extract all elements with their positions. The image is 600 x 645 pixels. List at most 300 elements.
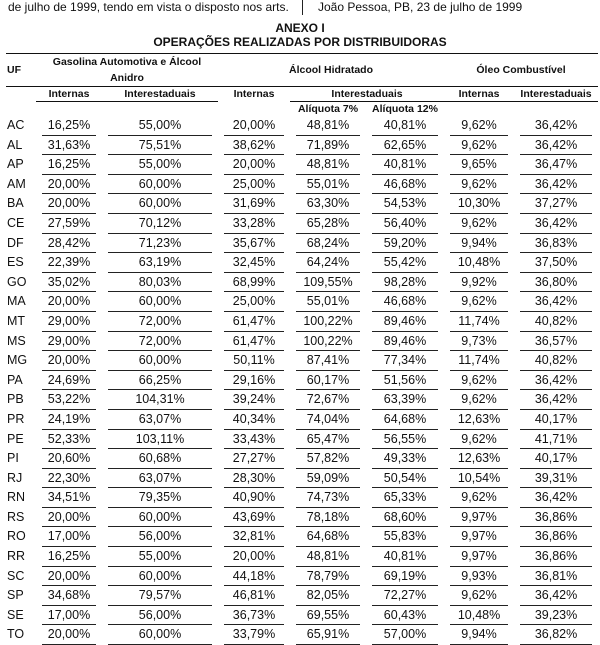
cell-oleo-interestaduais [514,175,598,195]
cell-alc-aliquota-7 [290,567,366,587]
cell-value: RO [7,529,26,544]
table-row [6,253,598,273]
cell-value: 10,48% [457,255,501,270]
cell-value: 60,00% [138,176,182,191]
cell-alc-aliquota-7 [290,194,366,214]
table-row [6,606,598,626]
cell-value: 36,42% [534,392,578,407]
cell-value: 52,33% [47,431,91,446]
cell-value: 9,62% [461,176,497,191]
cell-oleo-interestaduais [514,155,598,175]
cell-value: 63,39% [383,392,427,407]
cell-alc-aliquota-12 [366,469,444,489]
cell-value: 31,63% [47,137,91,152]
cell-value: 63,30% [306,196,350,211]
cell-value: 40,81% [383,157,427,172]
annex-subtitle: OPERAÇÕES REALIZADAS POR DISTRIBUIDORAS [153,35,447,49]
cell-gas-internas [36,449,102,469]
cell-oleo-internas [444,508,514,528]
cell-value: 22,30% [47,470,91,485]
oleo-internas-header: Internas [444,87,514,102]
cell-value: 36,42% [534,588,578,603]
cell-value: 39,24% [232,392,276,407]
cell-value: 55,42% [383,255,427,270]
cell-value: AL [7,137,23,152]
cell-value: PB [7,392,24,407]
cell-oleo-interestaduais [514,332,598,352]
gas-internas-header: Internas [36,87,102,102]
cell-alc-aliquota-12 [366,116,444,136]
table-row [6,234,598,254]
cell-value: 60,00% [138,294,182,309]
cell-alc-aliquota-12 [366,234,444,254]
cell-value: RJ [7,470,23,485]
cell-value: 9,94% [461,627,497,642]
cell-alc-aliquota-7 [290,469,366,489]
cell-oleo-internas [444,371,514,391]
cell-value: 37,50% [534,255,578,270]
cell-oleo-interestaduais [514,253,598,273]
cell-value: 50,54% [383,470,427,485]
cell-oleo-interestaduais [514,547,598,567]
cell-oleo-internas [444,273,514,293]
cell-value: PA [7,372,23,387]
cell-alc-aliquota-7 [290,547,366,567]
cell-oleo-internas [444,175,514,195]
cell-alc-aliquota-12 [366,547,444,567]
cell-alc-aliquota-12 [366,508,444,528]
cell-value: 33,28% [232,215,276,230]
cell-oleo-internas [444,214,514,234]
cell-gas-internas [36,136,102,156]
cell-gas-internas [36,586,102,606]
cell-value: 71,89% [306,137,350,152]
rates-table [6,53,598,645]
cell-value: 70,12% [138,215,182,230]
table-row [6,136,598,156]
table-row [6,351,598,371]
cell-value: 65,91% [306,627,350,642]
cell-uf [6,116,36,136]
cell-value: 28,42% [47,235,91,250]
cell-value: 78,18% [306,509,350,524]
cell-uf [6,508,36,528]
cell-value: MT [7,313,26,328]
cell-uf [6,292,36,312]
cell-value: 34,51% [47,490,91,505]
cell-alc-aliquota-12 [366,625,444,645]
cell-uf [6,410,36,430]
cell-gas-internas [36,547,102,567]
cell-value: 65,28% [306,215,350,230]
cell-gas-interestaduais [102,449,218,469]
cell-oleo-interestaduais [514,390,598,410]
cell-value: 40,17% [534,451,578,466]
cell-gas-interestaduais [102,508,218,528]
cell-value: PR [7,411,25,426]
cell-value: 100,22% [303,333,353,348]
cell-alc-internas [218,351,290,371]
cell-value: 63,19% [138,255,182,270]
cell-value: 59,20% [383,235,427,250]
cell-alc-internas [218,292,290,312]
cell-value: 20,00% [47,294,91,309]
cell-value: 62,65% [383,137,427,152]
cell-value: RN [7,490,26,505]
cell-value: 68,99% [232,274,276,289]
cell-oleo-internas [444,606,514,626]
cell-value: 55,00% [138,118,182,132]
cell-value: 68,60% [383,509,427,524]
cell-oleo-internas [444,430,514,450]
cell-oleo-internas [444,234,514,254]
cell-gas-internas [36,332,102,352]
cell-gas-interestaduais [102,214,218,234]
cell-value: SE [7,607,24,622]
table-header-sub [6,87,598,102]
cell-oleo-internas [444,488,514,508]
cell-uf [6,586,36,606]
cell-value: ES [7,255,24,270]
cell-value: 63,07% [138,411,182,426]
cell-value: 9,65% [461,157,497,172]
cell-gas-internas [36,469,102,489]
cell-uf [6,253,36,273]
cell-value: 40,17% [534,411,578,426]
cell-value: 72,00% [138,333,182,348]
cell-value: MG [7,353,28,368]
cell-value: 10,30% [457,196,501,211]
cell-alc-aliquota-12 [366,155,444,175]
annex-title: ANEXO I [275,21,325,35]
cell-alc-internas [218,469,290,489]
cell-value: 56,40% [383,215,427,230]
cell-uf [6,194,36,214]
cell-alc-aliquota-7 [290,488,366,508]
cell-value: 37,27% [534,196,578,211]
cell-value: 9,93% [461,568,497,583]
cell-alc-internas [218,116,290,136]
cell-gas-internas [36,116,102,136]
cell-gas-internas [36,371,102,391]
cell-alc-aliquota-12 [366,136,444,156]
cell-gas-internas [36,253,102,273]
cell-value: 36,86% [534,509,578,524]
cell-value: 75,51% [138,137,182,152]
page-header-line [0,0,600,14]
table-header-groups [6,54,598,87]
cell-value: 16,25% [47,157,91,172]
cell-oleo-interestaduais [514,194,598,214]
cell-value: 9,92% [461,274,497,289]
cell-value: 11,74% [458,353,500,368]
cell-value: 36,42% [534,294,578,309]
cell-value: 80,03% [138,274,182,289]
cell-value: 12,63% [457,451,501,466]
cell-oleo-internas [444,625,514,645]
cell-alc-internas [218,586,290,606]
cell-value: 46,68% [383,294,427,309]
cell-alc-aliquota-12 [366,371,444,391]
cell-oleo-interestaduais [514,273,598,293]
cell-value: 56,00% [138,529,182,544]
cell-uf [6,469,36,489]
cell-value: 60,00% [138,627,182,642]
cell-value: 89,46% [383,333,427,348]
cell-alc-aliquota-7 [290,430,366,450]
cell-gas-interestaduais [102,488,218,508]
cell-value: 55,00% [138,549,182,564]
cell-alc-aliquota-12 [366,214,444,234]
cell-gas-interestaduais [102,586,218,606]
cell-gas-internas [36,390,102,410]
cell-gas-internas [36,508,102,528]
cell-value: 17,00% [47,607,91,622]
cell-alc-internas [218,332,290,352]
cell-gas-internas [36,430,102,450]
table-row [6,449,598,469]
cell-uf [6,136,36,156]
cell-value: 9,62% [461,294,497,309]
cell-alc-internas [218,410,290,430]
table-body [6,116,598,645]
table-row [6,508,598,528]
cell-alc-internas [218,253,290,273]
cell-value: 32,45% [232,255,276,270]
alc-internas-header: Internas [233,88,275,101]
cell-value: 82,05% [306,588,350,603]
cell-value: 20,00% [47,627,91,642]
cell-value: 87,41% [306,353,350,368]
cell-gas-interestaduais [102,234,218,254]
cell-value: 36,47% [534,157,578,172]
cell-value: CE [7,215,25,230]
cell-value: 71,23% [138,235,182,250]
aliquota-12-header: Alíquota 12% [372,103,438,115]
cell-oleo-interestaduais [514,508,598,528]
table-row [6,390,598,410]
cell-value: 60,43% [383,607,427,622]
table-row [6,292,598,312]
cell-gas-interestaduais [102,292,218,312]
cell-alc-internas [218,625,290,645]
cell-value: 69,19% [383,568,427,583]
cell-value: 72,67% [306,392,350,407]
cell-value: 29,00% [47,333,91,348]
cell-value: 33,43% [232,431,276,446]
cell-value: 9,73% [461,333,497,348]
cell-gas-interestaduais [102,430,218,450]
cell-oleo-internas [444,351,514,371]
cell-value: 25,00% [232,176,276,191]
table-row [6,116,598,136]
cell-alc-aliquota-7 [290,155,366,175]
cell-value: 9,97% [461,509,497,524]
cell-uf [6,430,36,450]
cell-alc-aliquota-7 [290,625,366,645]
cell-uf [6,567,36,587]
cell-value: AC [7,118,25,132]
cell-oleo-internas [444,527,514,547]
cell-value: 56,55% [383,431,427,446]
cell-gas-interestaduais [102,547,218,567]
cell-value: 79,57% [138,588,182,603]
cell-uf [6,351,36,371]
cell-value: 35,02% [47,274,91,289]
cell-value: 48,81% [306,118,350,132]
cell-value: 56,00% [138,607,182,622]
cell-alc-aliquota-12 [366,410,444,430]
cell-oleo-internas [444,292,514,312]
cell-value: 16,25% [47,549,91,564]
header-right-text: João Pessoa, PB, 23 de julho de 1999 [318,0,523,14]
cell-value: 44,18% [232,568,276,583]
cell-value: 17,00% [47,529,91,544]
cell-alc-aliquota-12 [366,527,444,547]
cell-value: 53,22% [47,392,91,407]
cell-value: 64,68% [306,529,350,544]
cell-value: 9,62% [461,490,497,505]
cell-value: 57,82% [306,451,350,466]
cell-value: 9,62% [461,392,497,407]
cell-value: 104,31% [135,392,185,407]
cell-uf [6,527,36,547]
cell-value: DF [7,235,24,250]
cell-value: 12,63% [457,411,501,426]
cell-value: 89,46% [383,313,427,328]
cell-alc-internas [218,527,290,547]
cell-value: 72,27% [383,588,427,603]
table-row [6,312,598,332]
cell-oleo-interestaduais [514,292,598,312]
cell-value: 55,83% [383,529,427,544]
cell-value: 20,00% [232,118,276,132]
cell-value: 46,81% [232,588,276,603]
cell-oleo-interestaduais [514,430,598,450]
header-left-text: de julho de 1999, tendo em vista o disposto nos arts. [8,0,289,14]
cell-gas-interestaduais [102,155,218,175]
cell-value: 10,48% [457,607,501,622]
cell-alc-aliquota-7 [290,312,366,332]
cell-gas-internas [36,273,102,293]
cell-alc-internas [218,606,290,626]
cell-value: 69,55% [306,607,350,622]
header-divider [302,0,303,15]
cell-value: 36,86% [534,549,578,564]
cell-oleo-internas [444,116,514,136]
cell-oleo-interestaduais [514,469,598,489]
cell-alc-aliquota-7 [290,214,366,234]
cell-oleo-interestaduais [514,351,598,371]
cell-value: 24,19% [47,411,91,426]
cell-value: 49,33% [383,451,427,466]
cell-alc-aliquota-7 [290,116,366,136]
uf-header: UF [6,54,36,87]
cell-oleo-interestaduais [514,488,598,508]
aliquota-7-header: Alíquota 7% [297,103,359,115]
table-row [6,469,598,489]
cell-value: 61,47% [232,333,276,348]
cell-value: 9,62% [461,372,497,387]
cell-value: 24,69% [47,372,91,387]
cell-value: 60,00% [138,196,182,211]
cell-value: AP [7,157,24,172]
cell-uf [6,234,36,254]
cell-alc-aliquota-7 [290,410,366,430]
cell-gas-interestaduais [102,390,218,410]
cell-oleo-interestaduais [514,312,598,332]
table-row [6,430,598,450]
cell-gas-internas [36,312,102,332]
cell-oleo-internas [444,449,514,469]
cell-alc-aliquota-12 [366,430,444,450]
cell-value: 40,81% [383,118,427,132]
cell-alc-aliquota-12 [366,194,444,214]
cell-value: 40,82% [534,313,578,328]
gas-interestaduais-header: Interestaduais [102,87,218,102]
cell-value: 10,54% [457,470,501,485]
cell-oleo-internas [444,155,514,175]
cell-alc-internas [218,567,290,587]
cell-alc-internas [218,214,290,234]
cell-gas-interestaduais [102,351,218,371]
cell-value: 29,00% [47,313,91,328]
cell-alc-internas [218,312,290,332]
cell-gas-interestaduais [102,175,218,195]
cell-oleo-internas [444,312,514,332]
cell-alc-aliquota-7 [290,586,366,606]
cell-value: 103,11% [135,431,185,446]
cell-value: 59,09% [306,470,350,485]
cell-alc-internas [218,155,290,175]
cell-value: 9,97% [461,529,497,544]
cell-gas-internas [36,234,102,254]
cell-gas-interestaduais [102,527,218,547]
cell-gas-interestaduais [102,136,218,156]
cell-alc-aliquota-7 [290,292,366,312]
group-alcool-header: Álcool Hidratado [218,54,444,87]
cell-alc-internas [218,371,290,391]
cell-gas-internas [36,625,102,645]
cell-gas-interestaduais [102,253,218,273]
table-row [6,625,598,645]
cell-value: 46,68% [383,176,427,191]
cell-value: 40,34% [232,411,276,426]
cell-value: 51,56% [383,372,427,387]
cell-value: 36,81% [534,568,578,583]
cell-alc-internas [218,430,290,450]
cell-gas-interestaduais [102,194,218,214]
cell-gas-interestaduais [102,625,218,645]
cell-value: 9,62% [461,588,497,603]
cell-alc-internas [218,194,290,214]
table-row [6,567,598,587]
cell-value: 39,23% [534,607,578,622]
cell-value: 109,55% [303,274,353,289]
cell-value: 60,17% [306,372,350,387]
cell-gas-interestaduais [102,606,218,626]
cell-gas-internas [36,410,102,430]
cell-alc-internas [218,547,290,567]
cell-value: 54,53% [383,196,427,211]
cell-oleo-internas [444,567,514,587]
cell-value: MA [7,294,26,309]
cell-uf [6,625,36,645]
cell-value: 39,31% [534,470,578,485]
cell-value: 36,73% [232,607,276,622]
cell-gas-interestaduais [102,410,218,430]
cell-value: 36,42% [534,372,578,387]
